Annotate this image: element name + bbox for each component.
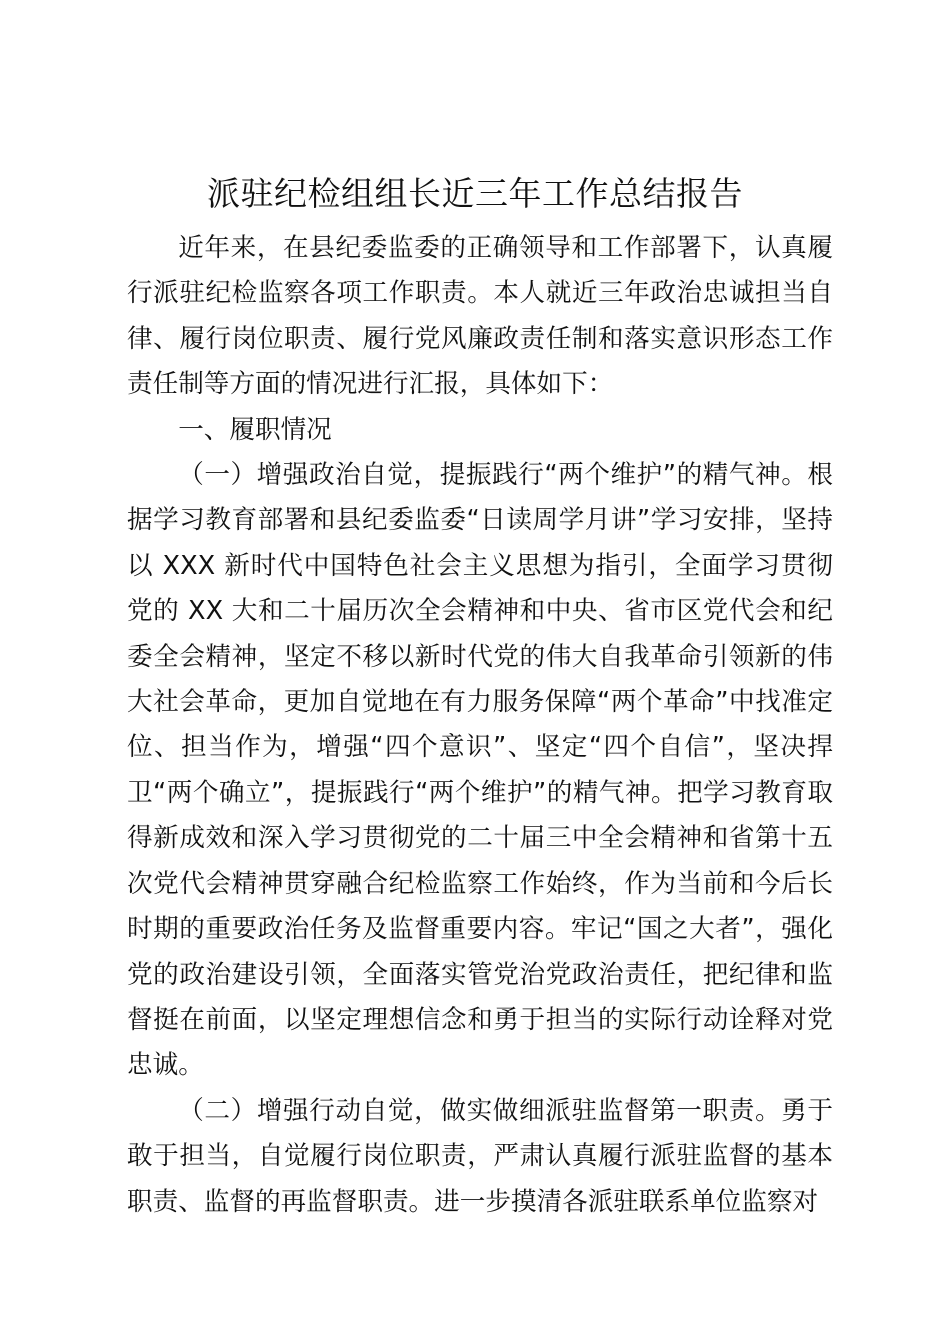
document-body bbox=[127, 226, 833, 1225]
body-paragraph: （一）增强政治自觉，提振践行“两个维护”的精气神。根据学习教育部署和县纪委监委“日读周学月讲”学习安排，坚持以 XXX 新时代中国特色社会主义思想为指引，全面学习贯彻党的 XX 大和二十届历次全会精神和中央、省市区党代会和纪委全会精神，坚定不移以新时代党的伟大自我革命引领新的伟大社会革命，更加自觉地在有力服务保障“两个革命”中找准定位、担当作为，增强“四个意识”、坚定“四个自信”，坚决捍卫“两个确立”，提振践行“两个维护”的精气神。把学习教育取得新成效和深入学习贯彻党的二十届三中全会精神和省第十五次党代会精神贯穿融合纪检监察工作始终，作为当前和今后长时期的重要政治任务及监督重要内容。牢记“国之大者”，强化党的政治建设引领，全面落实管党治党政治责任，把纪律和监督挺在前面，以坚定理想信念和勇于担当的实际行动诠释对党忠诚。 bbox=[127, 460, 833, 1081]
intro-paragraph: 近年来，在县纪委监委的正确领导和工作部署下，认真履行派驻纪检监察各项工作职责。本人就近三年政治忠诚担当自律、履行岗位职责、履行党风廉政责任制和落实意识形态工作责任制等方面的情况进行汇报，具体如下： bbox=[127, 233, 833, 400]
body-paragraph: （二）增强行动自觉，做实做细派驻监督第一职责。勇于敢于担当，自觉履行岗位职责，严肃认真履行派驻监督的基本职责、监督的再监督职责。进一步摸清各派驻联系单位监察对 bbox=[127, 1095, 833, 1217]
section-heading: 一、履职情况 bbox=[178, 414, 332, 445]
document-title: 派驻纪检组组长近三年工作总结报告 bbox=[207, 174, 743, 213]
